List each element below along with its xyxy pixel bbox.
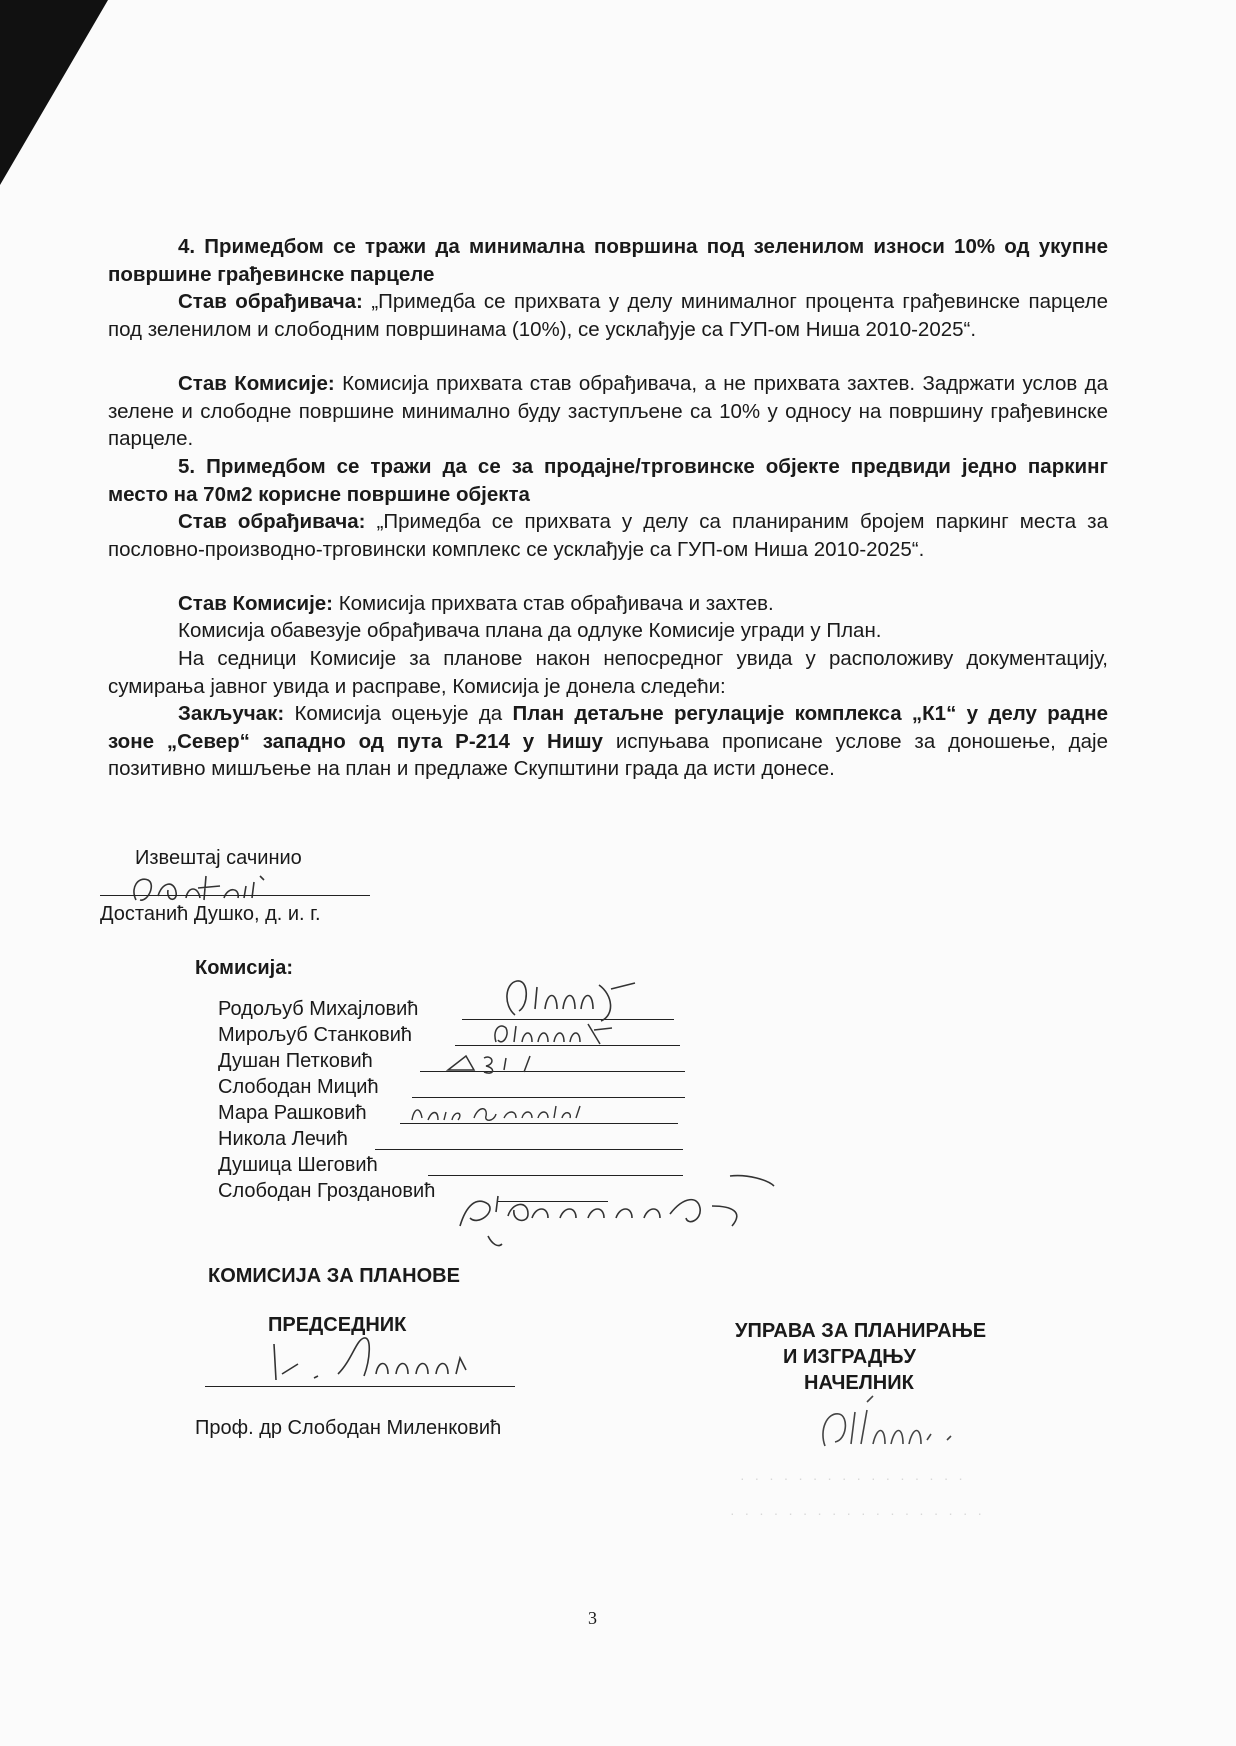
member-5: Мара Рашковић	[218, 1102, 367, 1124]
president-signature	[260, 1330, 530, 1390]
conclusion: Закључак: Комисија оцењује да План детаљне регулације комплекса „К1“ у делу радне зоне „Север“ западно од пута Р-214 у Нишу испуњава прописане услове за доношење, даје позитивно мишљење на план и предлаже Скупштини града да исти донесе.	[108, 702, 1108, 780]
member-5-signature	[404, 1098, 684, 1130]
member-6-line	[375, 1149, 683, 1150]
faint-stamp-line1: · · · · · · · · · · · · · · · ·	[740, 1470, 966, 1486]
member-3-signature	[440, 1050, 580, 1078]
faint-stamp-line2: · · · · · · · · · · · · · · · · · ·	[730, 1505, 986, 1521]
president-signature-line	[205, 1386, 515, 1387]
member-6: Никола Лечић	[218, 1128, 348, 1150]
head-role: НАЧЕЛНИК	[804, 1372, 914, 1394]
member-8: Слободан Гроздановић	[218, 1180, 436, 1202]
department-title-line2: И ИЗГРАДЊУ	[783, 1346, 916, 1368]
report-author: Достанић Душко, д. и. г.	[100, 903, 321, 925]
processor-position-4: Став обрађивача: „Примедба се прихвата у делу минималног процента грађевинске парцеле под зеленилом и слободним површинама (10%), се усклађује са ГУП-ом Ниша 2010-2025“.	[108, 290, 1108, 341]
scan-corner-shadow	[0, 0, 120, 190]
author-signature-line	[100, 895, 370, 896]
objection-5: 5. Примедбом се тражи да се за продајне/трговинске објекте предвиди једно паркинг место на 70м2 корисне површине објекта	[108, 455, 1108, 506]
president-role: ПРЕДСЕДНИК	[268, 1314, 407, 1336]
department-title-line1: УПРАВА ЗА ПЛАНИРАЊЕ	[735, 1320, 987, 1342]
member-7: Душица Шеговић	[218, 1154, 378, 1176]
president-name: Проф. др Слободан Миленковић	[195, 1417, 502, 1439]
processor-position-5: Став обрађивача: „Примедба се прихвата у делу са планираним бројем паркинг места за пословно-производно-трговински комплекс се усклађује са ГУП-ом Ниша 2010-2025“.	[108, 510, 1108, 561]
member-2: Мирољуб Станковић	[218, 1024, 413, 1046]
member-4: Слободан Мицић	[218, 1076, 379, 1098]
commission-for-plans-title: КОМИСИЈА ЗА ПЛАНОВЕ	[208, 1265, 460, 1287]
head-signature	[815, 1390, 1005, 1460]
page-number: 3	[588, 1608, 597, 1628]
member-8-signature	[448, 1166, 778, 1256]
commission-obligation: Комисија обавезује обрађивача плана да одлуке Комисије угради у План.	[178, 619, 882, 642]
session-statement: На седници Комисије за планове након непосредног увида у расположиву документацију, сумирања јавног увида и расправе, Комисија је донела следећи:	[108, 647, 1108, 698]
member-2-signature	[488, 1018, 648, 1052]
member-3: Душан Петковић	[218, 1050, 373, 1072]
commission-position-5: Став Комисије: Комисија прихвата став обрађивача и захтев.	[178, 592, 774, 615]
report-prepared-label: Извештај сачинио	[135, 847, 302, 869]
objection-4: 4. Примедбом се тражи да минимална површина под зеленилом износи 10% од укупне површине грађевинске парцеле	[108, 235, 1108, 286]
commission-position-4: Став Комисије: Комисија прихвата став обрађивача, а не прихвата захтев. Задржати услов да зелене и слободне површине минимално буду заступљене са 10% у односу на површину грађевинске парцеле.	[108, 372, 1108, 450]
member-1: Родољуб Михајловић	[218, 998, 419, 1020]
commission-heading: Комисија:	[195, 957, 294, 979]
